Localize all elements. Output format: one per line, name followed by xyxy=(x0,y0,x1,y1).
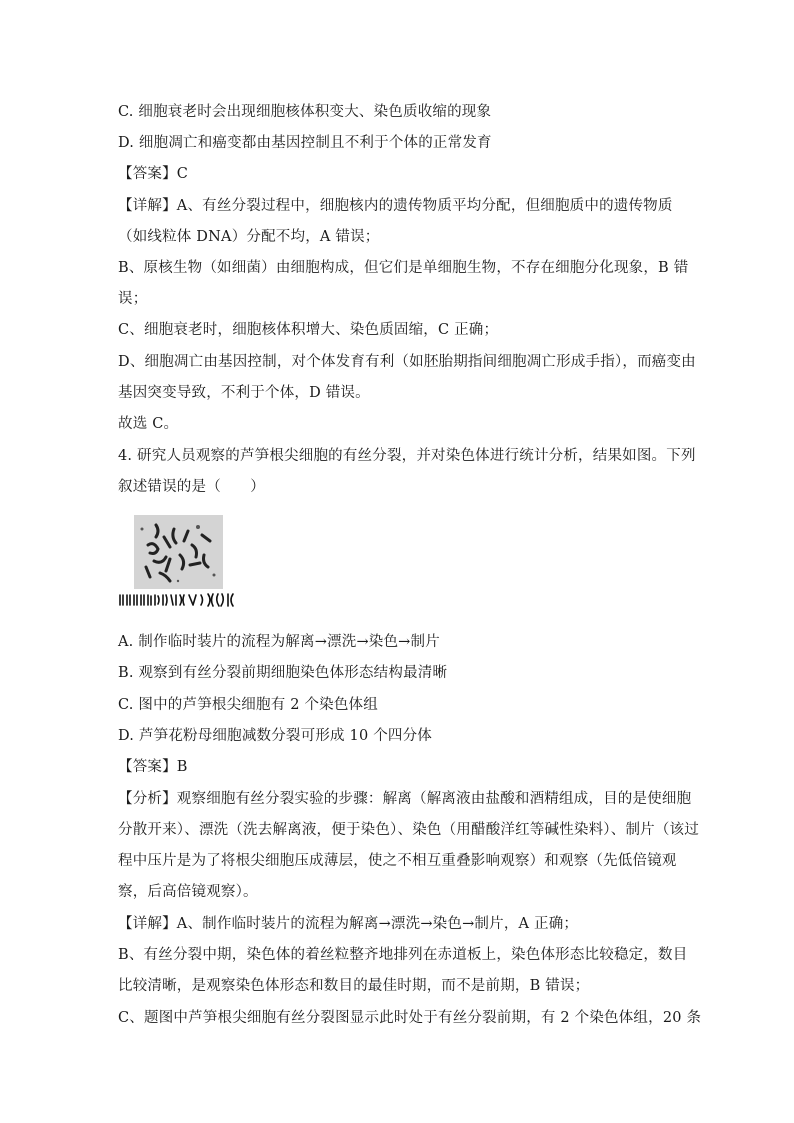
option-c-line: C. 图中的芦笋根尖细胞有 2 个染色体组 xyxy=(118,697,378,713)
explanation-line: 基因突变导致，不利于个体，D 错误。 xyxy=(118,385,370,401)
analysis-line: 程中压片是为了将根尖细胞压成薄层，使之不相互重叠影响观察）和观察（先低倍镜观 xyxy=(118,853,677,869)
explanation-line: C、细胞衰老时，细胞核体积增大、染色质固缩，C 正确； xyxy=(118,322,499,338)
karyotype-icon xyxy=(118,592,240,608)
explanation-line: 误； xyxy=(118,291,148,307)
option-c-line: C. 细胞衰老时会出现细胞核体积变大、染色质收缩的现象 xyxy=(118,104,492,120)
explanation-line: C、题图中芦笋根尖细胞有丝分裂图显示此时处于有丝分裂前期，有 2 个染色体组，20 条 xyxy=(118,1010,702,1026)
option-d-line: D. 细胞凋亡和癌变都由基因控制且不利于个体的正常发育 xyxy=(118,135,492,151)
analysis-line: 察，后高倍镜观察）。 xyxy=(118,884,258,900)
chromosome-micrograph xyxy=(134,515,223,589)
option-b-line: B. 观察到有丝分裂前期细胞染色体形态结构最清晰 xyxy=(118,665,448,681)
conclusion-line: 故选 C。 xyxy=(118,416,179,432)
option-a-line: A. 制作临时装片的流程为解离→漂洗→染色→制片 xyxy=(118,634,440,650)
analysis-line: 分散开来）、漂洗（洗去解离液，便于染色）、染色（用醋酸洋红等碱性染料）、制片（该过 xyxy=(118,822,699,838)
explanation-line: 比较清晰，是观察染色体形态和数目的最佳时期，而不是前期，B 错误； xyxy=(118,978,590,994)
chromosome-micrograph-icon xyxy=(134,515,223,589)
explanation-line: 【详解】A、制作临时装片的流程为解离→漂洗→染色→制片，A 正确； xyxy=(118,916,579,932)
question-line: 叙述错误的是（ ） xyxy=(118,479,265,495)
answer-line: 【答案】C xyxy=(118,166,189,182)
analysis-line: 【分析】观察细胞有丝分裂实验的步骤：解离（解离液由盐酸和酒精组成，目的是使细胞 xyxy=(118,791,692,807)
question-line: 4. 研究人员观察的芦笋根尖细胞的有丝分裂，并对染色体进行统计分析，结果如图。下列 xyxy=(118,448,696,464)
answer-line: 【答案】B xyxy=(118,759,188,775)
karyotype-strip xyxy=(118,592,240,608)
explanation-line: 【详解】A、有丝分裂过程中，细胞核内的遗传物质平均分配，但细胞质中的遗传物质 xyxy=(118,198,673,214)
explanation-line: D、细胞凋亡由基因控制，对个体发育有利（如胚胎期指间细胞凋亡形成手指），而癌变由 xyxy=(118,354,696,370)
explanation-line: （如线粒体 DNA）分配不均，A 错误； xyxy=(118,229,380,245)
explanation-line: B、有丝分裂中期，染色体的着丝粒整齐地排列在赤道板上，染色体形态比较稳定，数目 xyxy=(118,947,688,963)
option-d-line: D. 芦笋花粉母细胞减数分裂可形成 10 个四分体 xyxy=(118,728,432,744)
explanation-line: B、原核生物（如细菌）由细胞构成，但它们是单细胞生物，不存在细胞分化现象，B 错 xyxy=(118,260,689,276)
